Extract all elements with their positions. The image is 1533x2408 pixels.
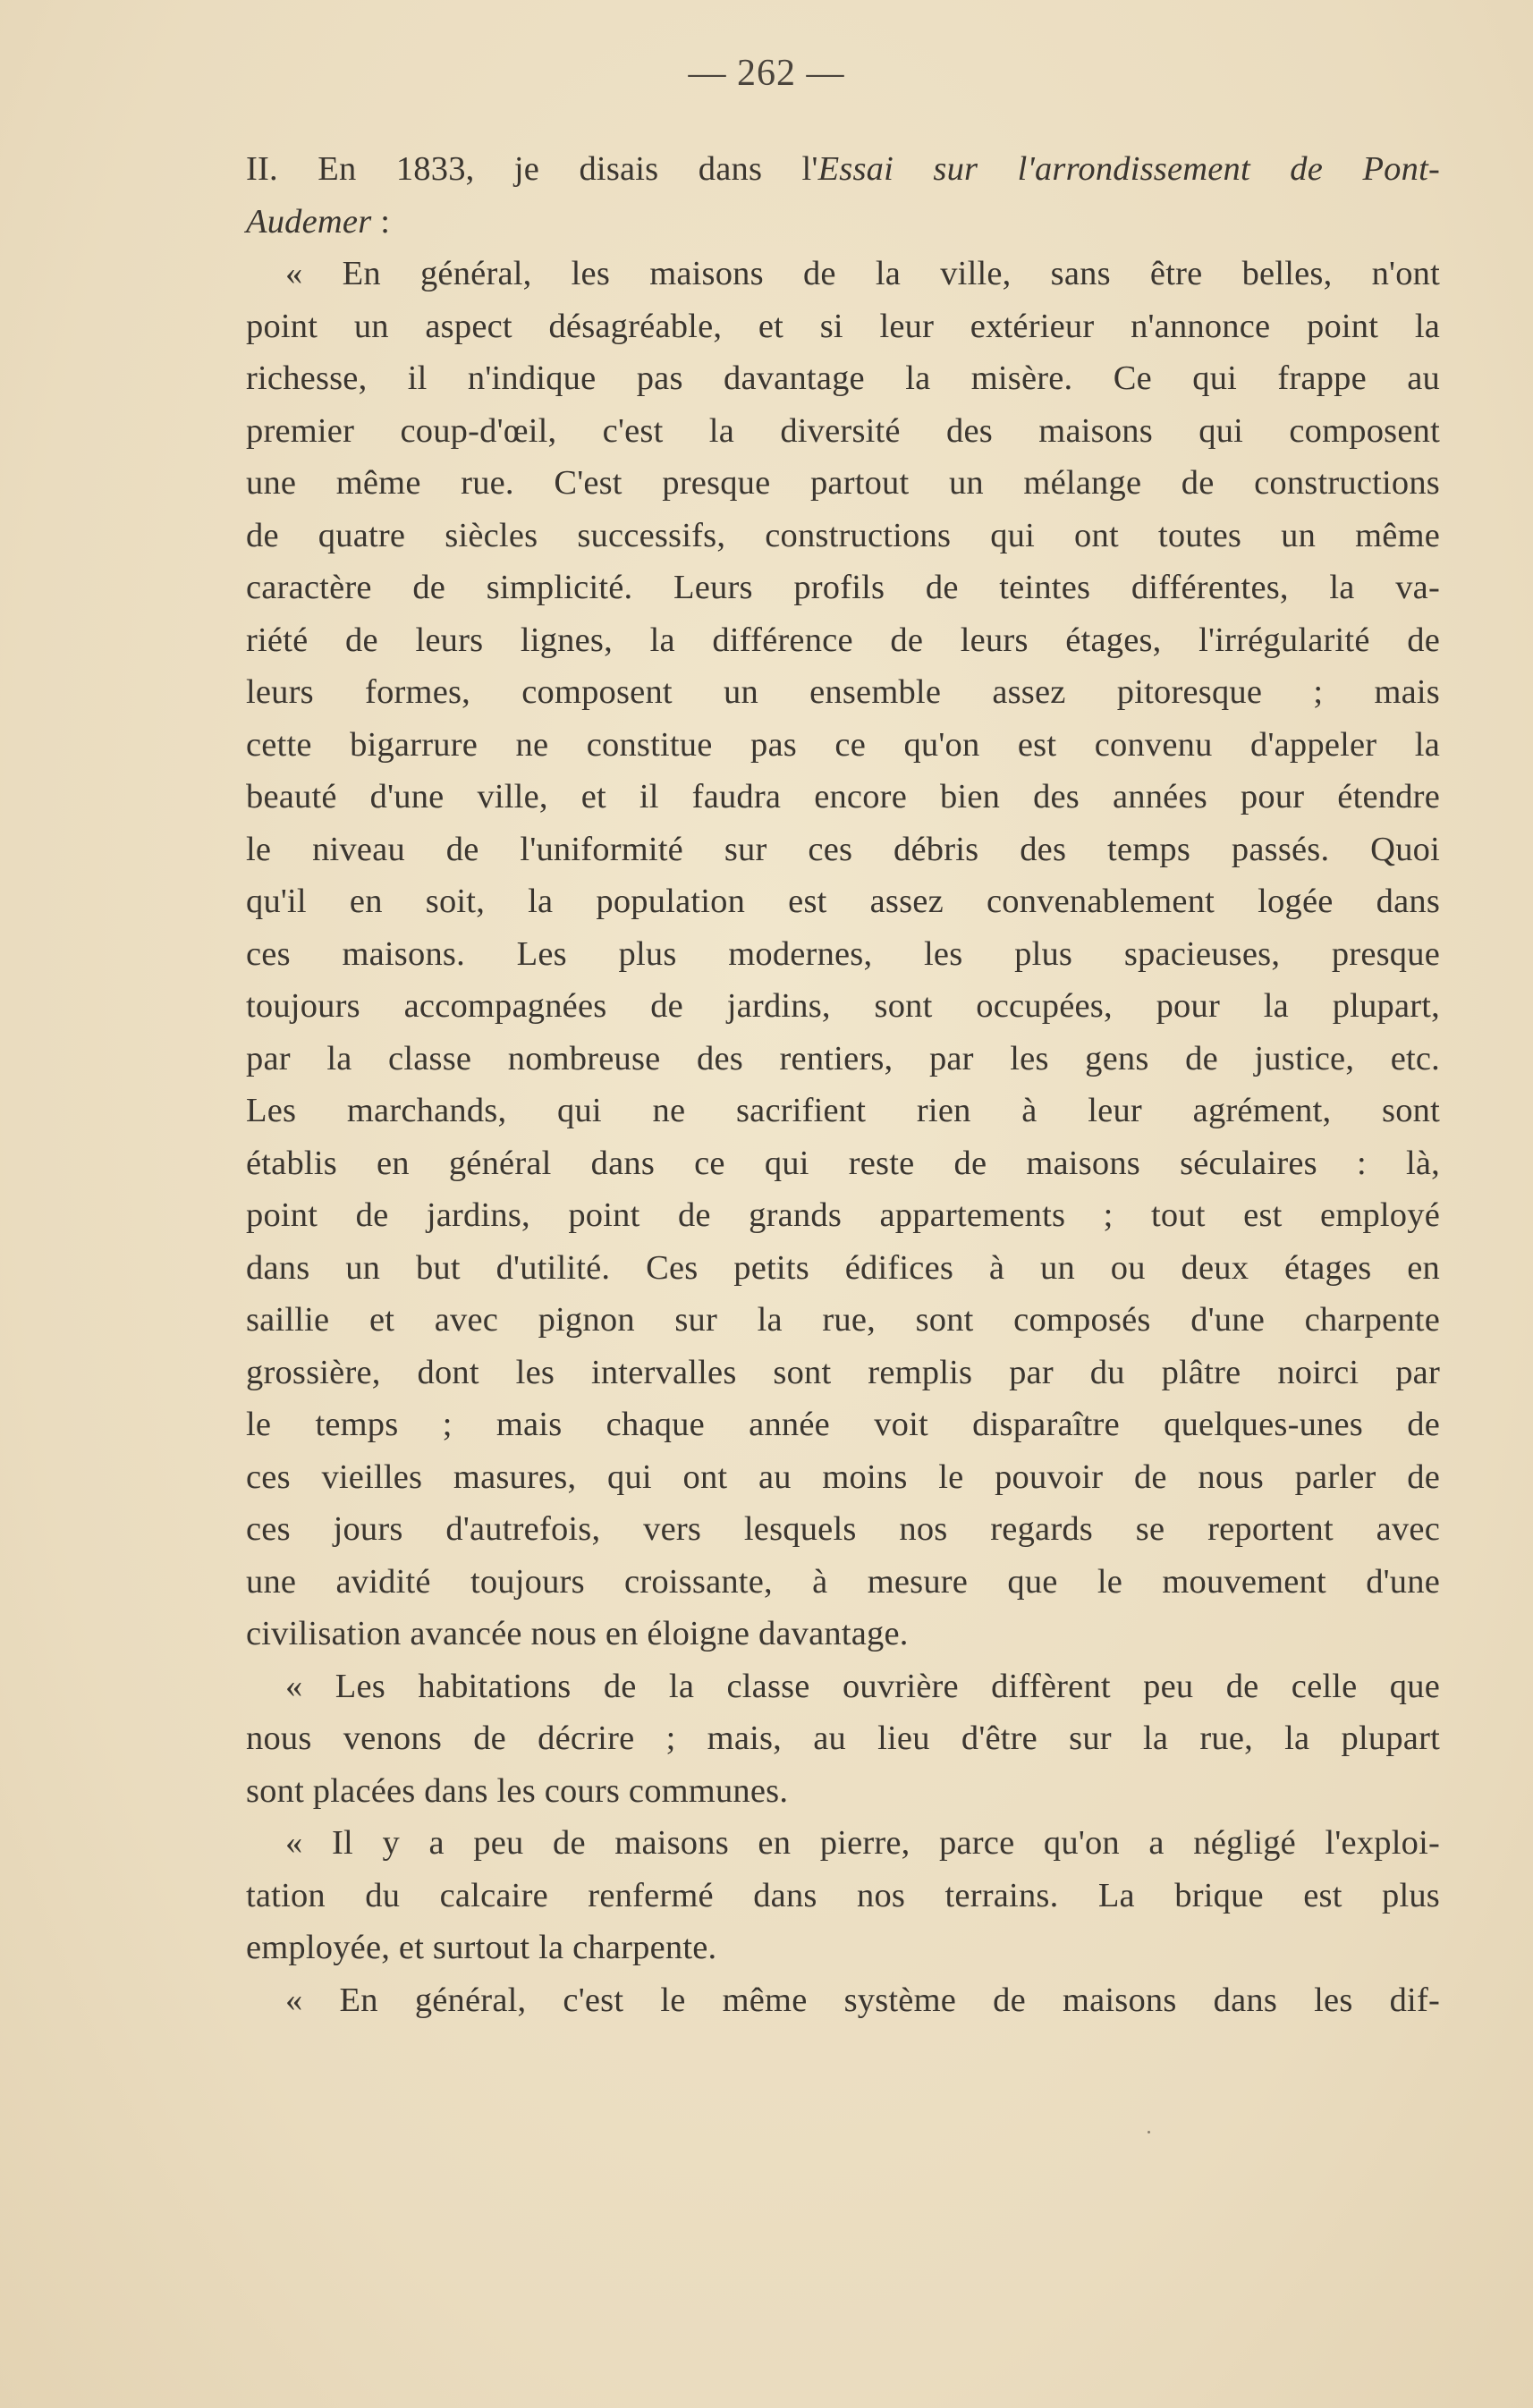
text-line: beauté d'une ville, et il faudra encore bien des années pour étendre: [246, 778, 1440, 815]
text-line: premier coup-d'œil, c'est la diversité des maisons qui composent: [246, 411, 1440, 450]
page-number: — 262 —: [688, 53, 845, 94]
text-line: « Il y a peu de maisons en pierre, parce qu'on a négligé l'exploi-: [285, 1824, 1440, 1862]
text-line: point de jardins, point de grands appartements ; tout est employé: [246, 1196, 1440, 1234]
text-line: richesse, il n'indique pas davantage la misère. Ce qui frappe au: [246, 359, 1440, 397]
text-line: nous venons de décrire ; mais, au lieu d'être sur la rue, la plupart: [246, 1719, 1440, 1757]
text-line: de quatre siècles successifs, constructions qui ont toutes un même: [246, 516, 1440, 554]
text-line: dans un but d'utilité. Ces petits édifices à un ou deux étages en: [246, 1248, 1440, 1287]
text-line: caractère de simplicité. Leurs profils de teintes différentes, la va-: [246, 569, 1440, 606]
text-line: qu'il en soit, la population est assez convenablement logée dans: [246, 883, 1440, 920]
text-line: ces vieilles masures, qui ont au moins le pouvoir de nous parler de: [246, 1457, 1440, 1496]
paper-speck: [1148, 2131, 1150, 2133]
text-line: sont placées dans les cours communes.: [246, 1771, 789, 1810]
italic-title: Essai sur l'arrondissement de Pont-: [817, 150, 1440, 188]
text-line: point un aspect désagréable, et si leur extérieur n'annonce point la: [246, 307, 1440, 345]
text-line: [246, 143, 1440, 196]
text-line: établis en général dans ce qui reste de maisons séculaires : là,: [246, 1144, 1440, 1182]
text-line: « En général, c'est le même système de maisons dans les dif-: [285, 1981, 1440, 2019]
body-text: [246, 143, 1440, 2026]
text-line: « Les habitations de la classe ouvrière diffèrent peu de celle que: [285, 1667, 1440, 1705]
text-line: [246, 196, 1440, 249]
italic-title: Audemer: [246, 202, 372, 241]
text-run: :: [371, 202, 391, 241]
text-line: toujours accompagnées de jardins, sont occupées, pour la plupart,: [246, 987, 1440, 1025]
text-line: le temps ; mais chaque année voit disparaître quelques-unes de: [246, 1406, 1440, 1443]
text-line: « En général, les maisons de la ville, sans être belles, n'ont: [285, 255, 1440, 292]
text-line: saillie et avec pignon sur la rue, sont composés d'une charpente: [246, 1301, 1440, 1339]
text-line: Les marchands, qui ne sacrifient rien à leur agrément, sont: [246, 1092, 1440, 1129]
text-line: employée, et surtout la charpente.: [246, 1929, 717, 1966]
text-line: une avidité toujours croissante, à mesure que le mouvement d'une: [246, 1562, 1440, 1601]
text-line: leurs formes, composent un ensemble assez pitoresque ; mais: [246, 673, 1440, 711]
text-line: tation du calcaire renfermé dans nos terrains. La brique est plus: [246, 1876, 1440, 1914]
text-line: une même rue. C'est presque partout un mélange de constructions: [246, 464, 1440, 502]
text-line: grossière, dont les intervalles sont remplis par du plâtre noirci par: [246, 1353, 1440, 1391]
text-run: II. En 1833, je disais dans l': [246, 150, 818, 188]
text-line: ces maisons. Les plus modernes, les plus spacieuses, presque: [246, 934, 1440, 973]
text-line: cette bigarrure ne constitue pas ce qu'on est convenu d'appeler la: [246, 725, 1440, 764]
text-line: ces jours d'autrefois, vers lesquels nos regards se reportent avec: [246, 1510, 1440, 1548]
text-line: par la classe nombreuse des rentiers, par les gens de justice, etc.: [246, 1039, 1440, 1077]
text-line: riété de leurs lignes, la différence de leurs étages, l'irrégularité de: [246, 621, 1440, 659]
text-line: civilisation avancée nous en éloigne davantage.: [246, 1615, 909, 1652]
text-line: le niveau de l'uniformité sur ces débris des temps passés. Quoi: [246, 830, 1440, 868]
